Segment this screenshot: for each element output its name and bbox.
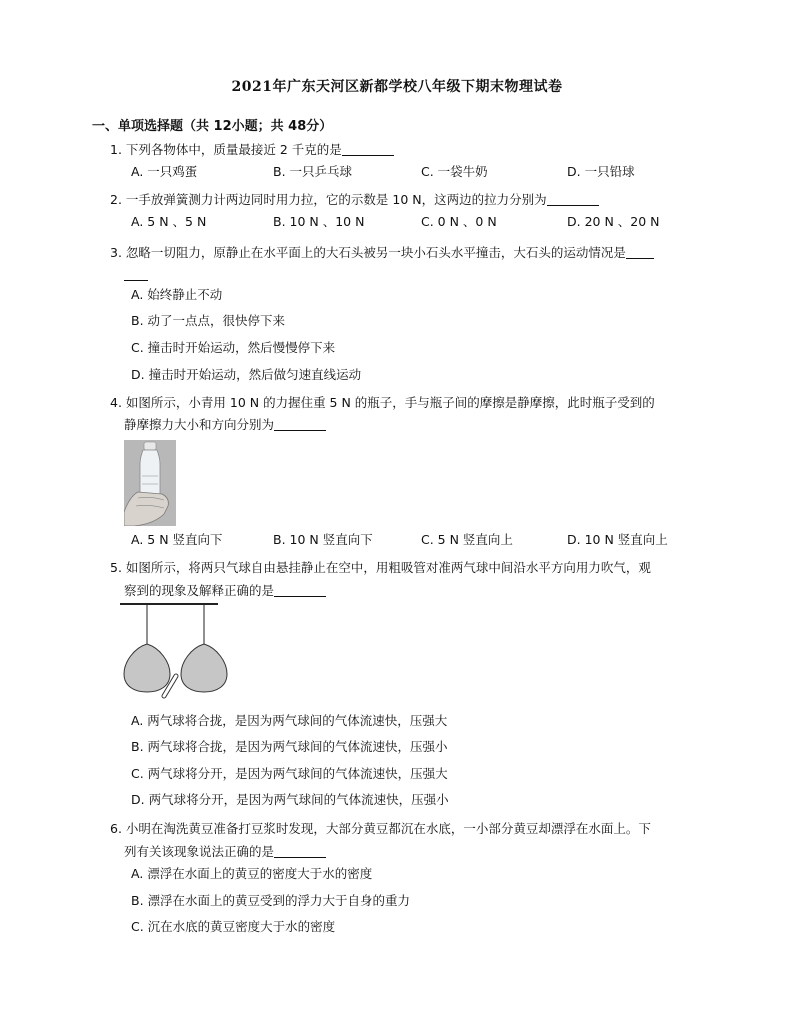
- question-2-stem: 2. 一手放弹簧测力计两边同时用力拉，它的示数是 10 N，这两边的拉力分别为: [110, 191, 599, 209]
- q6-option-b: B. 漂浮在水面上的黄豆受到的浮力大于自身的重力: [131, 893, 411, 908]
- q5-option-c: C. 两气球将分开，是因为两气球间的气体流速快，压强大: [131, 766, 448, 781]
- answer-blank: [547, 192, 599, 206]
- q2-option-c: C. 0 N 、0 N: [421, 214, 497, 229]
- question-6-stem: 6. 小明在淘洗黄豆准备打豆浆时发现，大部分黄豆都沉在水底，一小部分黄豆却漂浮在水面上。下: [110, 821, 651, 836]
- q4-option-b: B. 10 N 竖直向下: [273, 532, 373, 547]
- q6-option-a: A. 漂浮在水面上的黄豆的密度大于水的密度: [131, 866, 373, 881]
- q2-option-d: D. 20 N 、20 N: [567, 214, 660, 229]
- answer-blank: [626, 245, 654, 259]
- question-4-stem: 4. 如图所示，小青用 10 N 的力握住重 5 N 的瓶子，手与瓶子间的摩擦是静摩擦，此时瓶子受到的: [110, 395, 655, 410]
- q1-option-d: D. 一只铅球: [567, 164, 635, 179]
- question-1-stem: 1. 下列各物体中，质量最接近 2 千克的是: [110, 141, 394, 159]
- q5-option-b: B. 两气球将合拢，是因为两气球间的气体流速快，压强小: [131, 739, 448, 754]
- q2-option-a: A. 5 N 、5 N: [131, 214, 207, 229]
- q5-option-a: A. 两气球将合拢，是因为两气球间的气体流速快，压强大: [131, 713, 448, 728]
- exam-title: 2021年广东天河区新都学校八年级下期末物理试卷: [231, 79, 563, 95]
- q1-option-a: A. 一只鸡蛋: [131, 164, 198, 179]
- q6-option-c: C. 沉在水底的黄豆密度大于水的密度: [131, 919, 336, 934]
- q1-option-c: C. 一袋牛奶: [421, 164, 488, 179]
- answer-blank: [342, 142, 394, 156]
- question-3-stem: 3. 忽略一切阻力，原静止在水平面上的大石头被另一块小石头水平撞击，大石头的运动情况是: [110, 244, 654, 262]
- q4-option-c: C. 5 N 竖直向上: [421, 532, 513, 547]
- answer-blank: [274, 583, 326, 597]
- balloon-icon: [124, 644, 170, 692]
- q4-option-a: A. 5 N 竖直向下: [131, 532, 223, 547]
- balloons-diagram: [120, 600, 230, 700]
- section-heading: 一、单项选择题（共 12小题；共 48分）: [92, 119, 333, 134]
- bottle-hand-photo: [124, 440, 176, 526]
- bottle-icon: [124, 440, 176, 526]
- q4-option-d: D. 10 N 竖直向上: [567, 532, 668, 547]
- question-5-stem-cont: 察到的现象及解释正确的是: [124, 582, 326, 600]
- q3-option-c: C. 撞击时开始运动，然后慢慢停下来: [131, 340, 336, 355]
- q3-option-b: B. 动了一点点，很快停下来: [131, 313, 286, 328]
- q2-option-b: B. 10 N 、10 N: [273, 214, 365, 229]
- balloon-icon: [181, 644, 227, 692]
- answer-blank: [274, 844, 326, 858]
- q3-option-a: A. 始终静止不动: [131, 287, 223, 302]
- q5-option-d: D. 两气球将分开，是因为两气球间的气体流速快，压强小: [131, 792, 449, 807]
- question-6-stem-cont: 列有关该现象说法正确的是: [124, 843, 326, 861]
- answer-blank: [274, 417, 326, 431]
- q1-option-b: B. 一只乒乓球: [273, 164, 353, 179]
- question-3-blank-cont: [124, 266, 148, 284]
- question-5-stem: 5. 如图所示，将两只气球自由悬挂静止在空中，用粗吸管对准两气球中间沿水平方向用力吹气，观: [110, 560, 651, 575]
- q3-option-d: D. 撞击时开始运动，然后做匀速直线运动: [131, 367, 362, 382]
- question-4-stem-cont: 静摩擦力大小和方向分别为: [124, 416, 326, 434]
